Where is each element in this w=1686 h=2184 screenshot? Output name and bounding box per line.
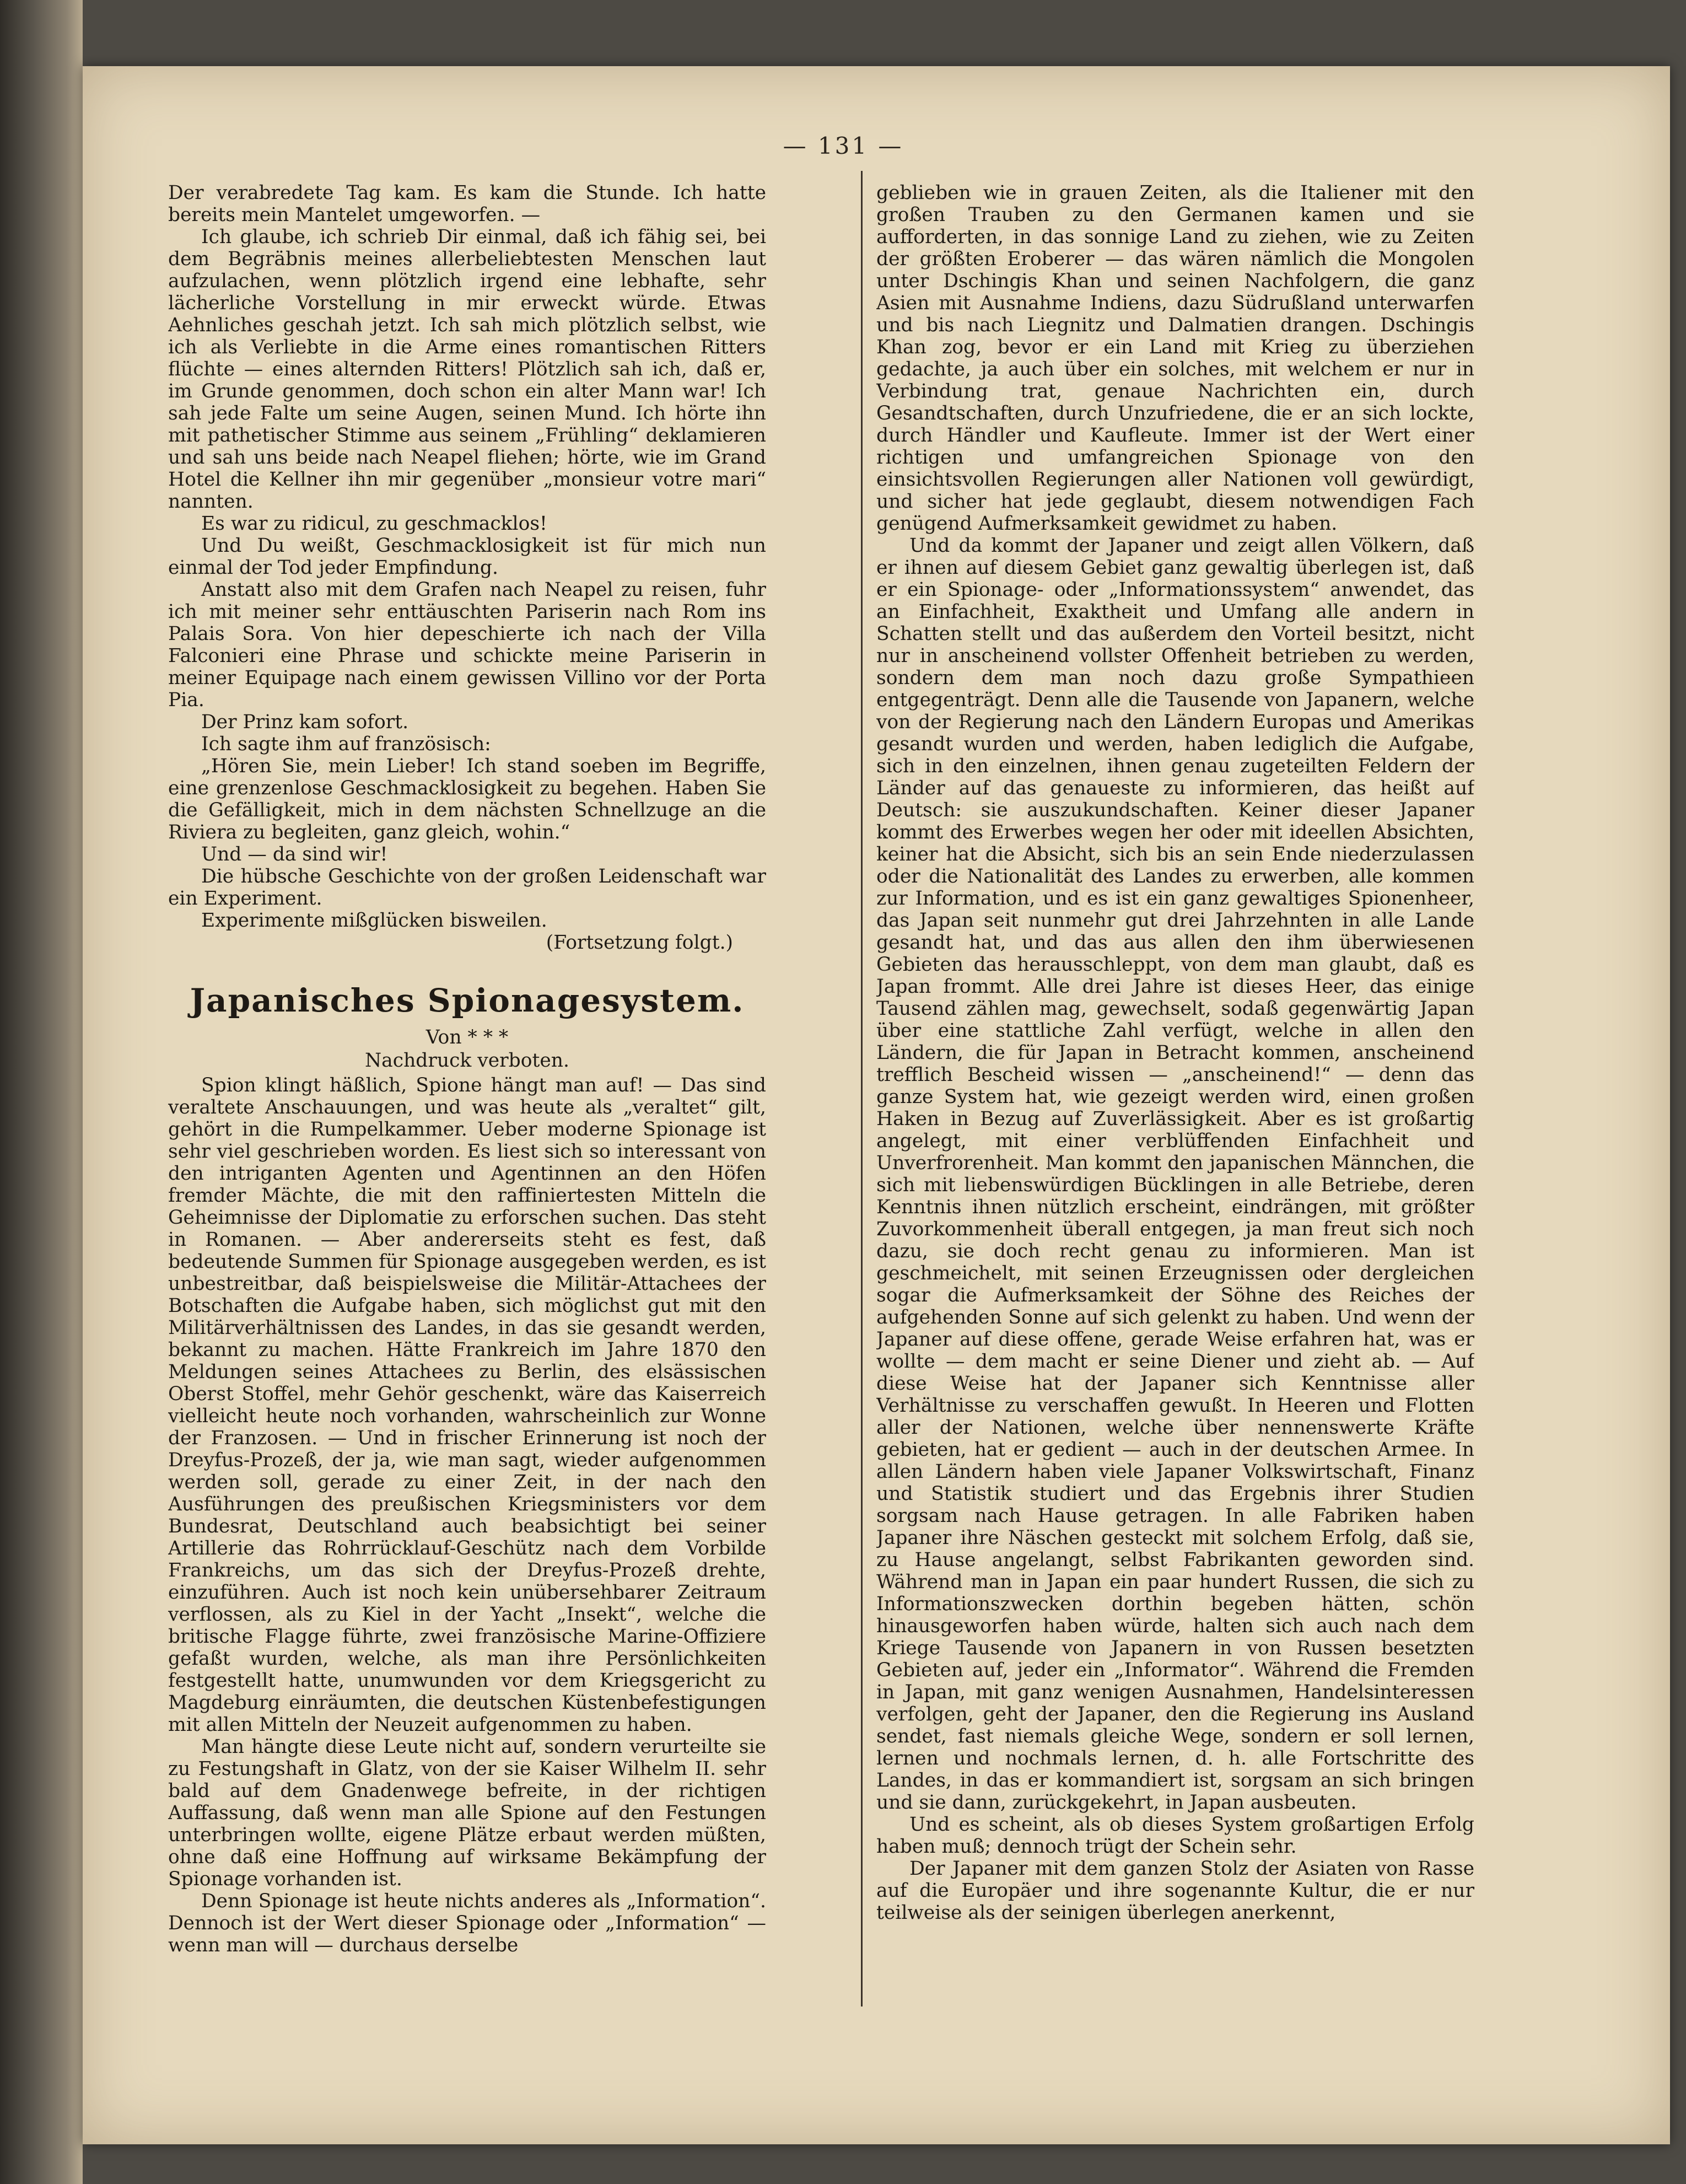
left-column [168, 182, 766, 2056]
article-paragraph: Spion klingt häßlich, Spione hängt man auf! — Das sind veraltete Anschauungen, und was heute als „veraltet“ gilt, gehört in die Rumpelkammer. Ueber moderne Spionage ist sehr viel geschrieben worden. Es liest sich so interessant von den intriganten Agenten und Agentinnen an den Höfen fremder Mächte, die mit den raffiniertesten Mitteln die Geheimnisse der Diplomatie zu erforschen suchen. Das steht in Romanen. — Aber andererseits steht es fest, daß bedeutende Summen für Spionage ausgegeben werden, es ist unbestreitbar, daß beispielsweise die Militär-Attachees der Botschaften die Aufgabe haben, sich möglichst gut mit den Militärverhältnissen des Landes, in das sie gesandt werden, bekannt zu machen. Hätte Frankreich im Jahre 1870 den Meldungen seines Attachees zu Berlin, des elsässischen Oberst Stoffel, mehr Gehör geschenkt, wäre das Kaiserreich vielleicht heute noch vorhanden, wahrscheinlich zur Wonne der Franzosen. — Und in frischer Erinnerung ist noch der Dreyfus-Prozeß, der ja, wie man sagt, wieder aufgenommen werden soll, gerade zu einer Zeit, in der nach den Ausführungen des preußischen Kriegsministers vor dem Bundesrat, Deutschland auch beabsichtigt bei seiner Artillerie das Rohrrücklauf-Geschütz nach dem Vorbilde Frankreichs, um das sich der Dreyfus-Prozeß drehte, einzuführen. Auch ist noch kein unübersehbarer Zeitraum verflossen, als zu Kiel in der Yacht „Insekt“, welche die britische Flagge führte, zwei französische Marine-Offiziere gefaßt wurden, welche, als man ihre Persönlichkeiten festgestellt hatte, unumwunden vor dem Kriegsgericht zu Magdeburg einräumten, die deutschen Küstenbefestigungen mit allen Mitteln der Neuzeit aufgenommen zu haben. [168, 1074, 766, 1736]
article-title: Japanisches Spionagesystem. [190, 982, 745, 1019]
story-paragraph: Der Prinz kam sofort. [201, 711, 409, 733]
story-paragraph: Und Du weißt, Geschmacklosigkeit ist für mich nun einmal der Tod jeder Empfindung. [168, 535, 766, 579]
story-paragraph: Und — da sind wir! [201, 843, 388, 865]
story-paragraph: Es war zu ridicul, zu geschmacklos! [201, 513, 547, 535]
reprint-notice: Nachdruck verboten. [364, 1050, 569, 1072]
article-body-left [168, 1074, 766, 1956]
continuation-note: (Fortsetzung folgt.) [546, 932, 733, 954]
story-paragraph: Ich sagte ihm auf französisch: [201, 733, 491, 755]
article-paragraph: geblieben wie in grauen Zeiten, als die Italiener mit den großen Trauben zu den Germanen kamen und sie aufforderten, in das sonnige Land zu ziehen, wie zu Zeiten der größten Eroberer — das wären nämlich die Mongolen unter Dschingis Khan und seinen Nachfolgern, die ganz Asien mit Ausnahme Indiens, dazu Südrußland unterwarfen und bis nach Liegnitz und Dalmatien drangen. Dschingis Khan zog, bevor er ein Land mit Krieg zu überziehen gedachte, ja auch über ein solches, mit welchem er nur in Verbindung trat, genaue Nachrichten ein, durch Gesandtschaften, durch Unzufriedene, die er an sich lockte, durch Händler und Kaufleute. Immer ist der Wert einer richtigen und umfangreichen Spionage von den einsichtsvollen Regierungen aller Nationen voll gewürdigt, und sicher hat jede geglaubt, diesem notwendigen Fach genügend Aufmerksamkeit gewidmet zu haben. [876, 182, 1474, 535]
column-divider [861, 171, 863, 2007]
story-paragraph: Die hübsche Geschichte von der großen Leidenschaft war ein Experiment. [168, 865, 766, 910]
article-paragraph: Der Japaner mit dem ganzen Stolz der Asiaten von Rasse auf die Europäer und ihre sogenannte Kultur, die er nur teilweise als der seinigen überlegen anerkennt, [876, 1858, 1474, 1924]
article-paragraph: Und es scheint, als ob dieses System großartigen Erfolg haben muß; dennoch trügt der Schein sehr. [876, 1814, 1474, 1858]
story-paragraph: Anstatt also mit dem Grafen nach Neapel zu reisen, fuhr ich mit meiner sehr enttäuschten Pariserin nach Rom ins Palais Sora. Von hier depeschierte ich nach der Villa Falconieri eine Phrase und schickte meine Pariserin in meiner Equipage nach einem gewissen Villino vor der Porta Pia. [168, 579, 766, 711]
story-paragraph: „Hören Sie, mein Lieber! Ich stand soeben im Begriffe, eine grenzenlose Geschmacklosigkeit zu begehen. Haben Sie die Gefälligkeit, mich in dem nächsten Schnellzuge an die Riviera zu begleiten, ganz gleich, wohin.“ [168, 755, 766, 843]
right-column [876, 182, 1474, 2056]
article-paragraph: Und da kommt der Japaner und zeigt allen Völkern, daß er ihnen auf diesem Gebiet ganz gewaltig überlegen ist, daß er ein Spionage- oder „Informationssystem“ anwendet, das an Einfachheit, Exaktheit und Umfang alle andern in Schatten stellt und das außerdem den Vorteil besitzt, nicht nur in anscheinend vollster Offenheit betrieben zu werden, sondern dem man noch dazu große Sympathieen entgegenträgt. Denn alle die Tausende von Japanern, welche von der Regierung nach den Ländern Europas und Amerikas gesandt wurden und werden, haben lediglich die Aufgabe, sich in den einzelnen, ihnen genau zugeteilten Feldern der Länder auf das genaueste zu informieren, das heißt auf Deutsch: sie auszukundschaften. Keiner dieser Japaner kommt des Erwerbes wegen her oder mit ideellen Absichten, keiner hat die Absicht, sich bis an sein Ende niederzulassen oder die Nationalität des Landes zu erwerben, alle kommen zur Information, und es ist ein ganz gewaltiges Spionenheer, das Japan seit nunmehr gut drei Jahrzehnten in alle Lande gesandt hat, und das aus allen den ihm überwiesenen Gebieten das herausschleppt, von dem man glaubt, daß es Japan frommt. Alle drei Jahre ist dieses Heer, das einige Tausend zählen mag, gewechselt, sodaß gegenwärtig Japan über eine stattliche Zahl verfügt, welche in allen den Ländern, die für Japan in Betracht kommen, anscheinend trefflich Bescheid wissen — „anscheinend!“ — denn das ganze System hat, wie gezeigt werden wird, einen großen Haken in Bezug auf Zuverlässigkeit. Aber es ist großartig angelegt, mit einer verblüffenden Einfachheit und Unverfrorenheit. Man kommt den japanischen Männchen, die sich mit liebenswürdigen Bücklingen in alle Betriebe, deren Kenntnis ihnen nützlich erscheint, eindrängen, mit größter Zuvorkommenheit überall entgegen, ja man freut sich noch dazu, sie doch recht genau zu informieren. Man ist geschmeichelt, mit seinen Erzeugnissen oder dergleichen sogar die Aufmerksamkeit der Söhne des Reiches der aufgehenden Sonne auf sich gelenkt zu haben. Und wenn der Japaner auf diese offene, gerade Weise erfahren hat, was er wollte — dem macht er seine Diener und zieht ab. — Auf diese Weise hat der Japaner sich Kenntnisse aller Verhältnisse zu verschaffen gewußt. In Heeren und Flotten aller der Nationen, welche über nennenswerte Kräfte gebieten, hat er gedient — auch in der deutschen Armee. In allen Ländern haben viele Japaner Volkswirtschaft, Finanz und Statistik studiert und das Ergebnis ihrer Studien sorgsam nach Hause getragen. In alle Fabriken haben Japaner ihre Näschen gesteckt mit solchem Erfolg, daß sie, zu Hause angelangt, selbst Fabrikanten geworden sind. Während man in Japan ein paar hundert Russen, die sich zu Informationszwecken dorthin begeben hätten, schön hinausgeworfen haben würde, halten sich auch nach dem Kriege Tausende von Japanern in von Russen besetzten Gebieten auf, jeder ein „Informator“. Während die Fremden in Japan, mit ganz wenigen Ausnahmen, Handelsinteressen verfolgen, geht der Japaner, den die Regierung ins Ausland sendet, fast niemals gleiche Wege, sondern er soll lernen, lernen und nochmals lernen, d. h. alle Fortschritte des Landes, in das er kommandiert ist, sorgsam an sich bringen und sie dann, zurückgekehrt, in Japan ausbeuten. [876, 535, 1474, 1814]
article-paragraph: Man hängte diese Leute nicht auf, sondern verurteilte sie zu Festungshaft in Glatz, von der sie Kaiser Wilhelm II. sehr bald auf dem Gnadenwege befreite, in der richtigen Auffassung, daß wenn man alle Spione auf den Festungen unterbringen wollte, eigene Plätze erbaut werden müßten, ohne daß eine Hoffnung auf wirksame Bekämpfung der Spionage vorhanden ist. [168, 1736, 766, 1890]
story-paragraph: Experimente mißglücken bisweilen. [201, 910, 547, 932]
page-number: — 131 — [783, 132, 904, 159]
book-binding [0, 0, 83, 2184]
story-paragraph: Der verabredete Tag kam. Es kam die Stunde. Ich hatte bereits mein Mantelet umgeworfen. — [168, 182, 766, 226]
article-paragraph: Denn Spionage ist heute nichts anderes als „Information“. Dennoch ist der Wert dieser Spionage oder „Information“ — wenn man will — durchaus derselbe [168, 1890, 766, 1956]
article-header [168, 978, 766, 1072]
story-paragraph: Ich glaube, ich schrieb Dir einmal, daß ich fähig sei, bei dem Begräbnis meines allerbeliebtesten Menschen laut aufzulachen, wenn plötzlich irgend eine lebhafte, sehr lächerliche Vorstellung in mir erweckt würde. Etwas Aehnliches geschah jetzt. Ich sah mich plötzlich selbst, wie ich als Verliebte in die Arme eines romantischen Ritters flüchte — eines alternden Ritters! Plötzlich sah ich, daß er, im Grunde genommen, doch schon ein alter Mann war! Ich sah jede Falte um seine Augen, seinen Mund. Ich hörte ihn mit pathetischer Stimme aus seinem „Frühling“ deklamieren und sah uns beide nach Neapel fliehen; hörte, wie im Grand Hotel die Kellner ihn mir gegenüber „monsieur votre mari“ nannten. [168, 226, 766, 513]
article-byline: Von * * * [425, 1026, 509, 1048]
story-continuation [168, 182, 766, 954]
